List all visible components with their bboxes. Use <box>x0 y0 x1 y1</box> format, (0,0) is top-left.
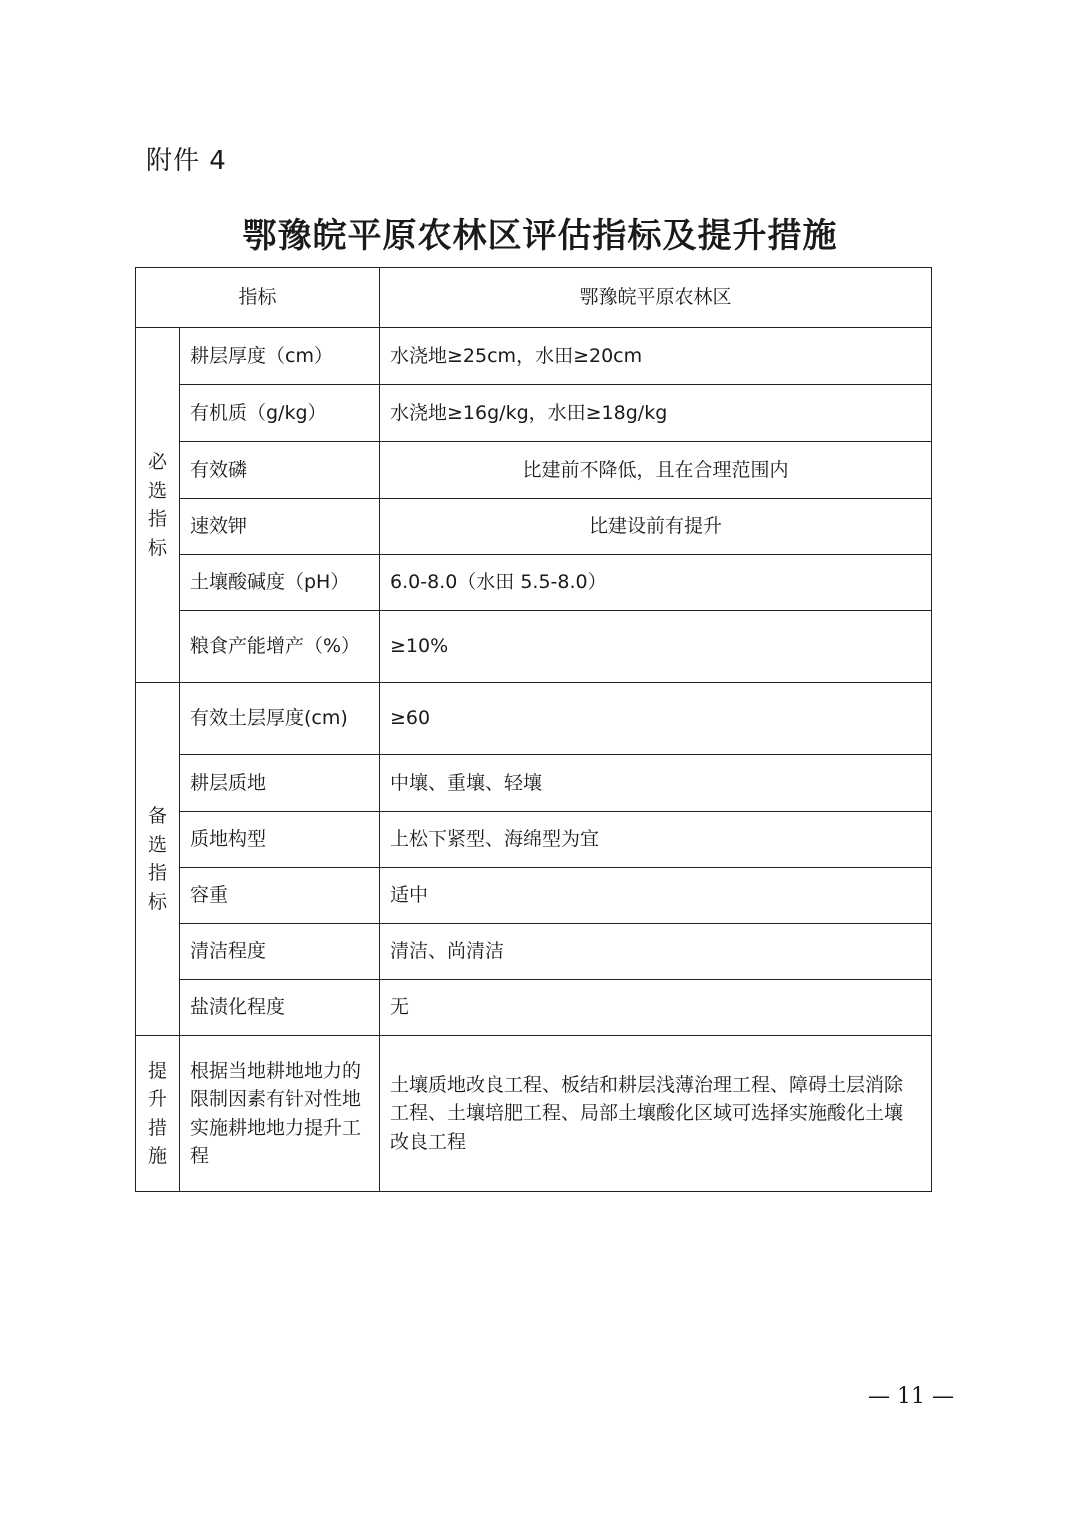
indicator-name: 有效土层厚度(cm) <box>180 683 380 755</box>
document-title: 鄂豫皖平原农林区评估指标及提升措施 <box>242 216 838 256</box>
measures-value: 土壤质地改良工程、板结和耕层浅薄治理工程、障碍土层消除工程、土壤培肥工程、局部土壤酸化区域可选择实施酸化土壤改良工程 <box>380 1036 932 1192</box>
indicator-value: 上松下紧型、海绵型为宜 <box>380 812 932 868</box>
category-measures-label: 提升措施 <box>147 1059 167 1167</box>
indicator-value: ≥60 <box>380 683 932 755</box>
table-row <box>136 1036 932 1192</box>
table-header-row <box>136 268 932 328</box>
table-row <box>136 499 932 555</box>
indicator-value: 水浇地≥25cm，水田≥20cm <box>380 328 932 385</box>
header-region: 鄂豫皖平原农林区 <box>380 268 932 328</box>
attachment-label: 附件 4 <box>146 146 227 176</box>
indicator-name: 清洁程度 <box>180 924 380 980</box>
indicator-name: 质地构型 <box>180 812 380 868</box>
indicator-value: 清洁、尚清洁 <box>380 924 932 980</box>
table-row <box>136 385 932 442</box>
indicator-value: 比建设前有提升 <box>380 499 932 555</box>
category-required-label: 必选指标 <box>147 451 167 559</box>
indicator-name: 盐渍化程度 <box>180 980 380 1036</box>
table-row <box>136 868 932 924</box>
table-row <box>136 683 932 755</box>
indicator-name: 土壤酸碱度（pH） <box>180 555 380 611</box>
indicator-name: 有机质（g/kg） <box>180 385 380 442</box>
table-row <box>136 555 932 611</box>
category-optional <box>136 683 180 1036</box>
indicator-name: 耕层质地 <box>180 755 380 812</box>
indicator-name: 容重 <box>180 868 380 924</box>
indicator-value: 水浇地≥16g/kg，水田≥18g/kg <box>380 385 932 442</box>
indicator-name: 速效钾 <box>180 499 380 555</box>
table-row <box>136 611 932 683</box>
table-row <box>136 755 932 812</box>
indicator-table <box>135 267 932 1192</box>
table-row <box>136 924 932 980</box>
table-row <box>136 328 932 385</box>
measures-description: 根据当地耕地地力的限制因素有针对性地实施耕地地力提升工程 <box>180 1036 380 1192</box>
table-row <box>136 442 932 499</box>
indicator-value: 比建前不降低，且在合理范围内 <box>380 442 932 499</box>
indicator-name: 粮食产能增产（%） <box>180 611 380 683</box>
page-number: — 11 — <box>868 1384 954 1409</box>
indicator-value: 适中 <box>380 868 932 924</box>
indicator-value: 6.0-8.0（水田 5.5-8.0） <box>380 555 932 611</box>
category-measures <box>136 1036 180 1192</box>
category-required <box>136 328 180 683</box>
header-indicator: 指标 <box>136 268 380 328</box>
indicator-value: 中壤、重壤、轻壤 <box>380 755 932 812</box>
indicator-value: ≥10% <box>380 611 932 683</box>
indicator-name: 耕层厚度（cm） <box>180 328 380 385</box>
table-row <box>136 812 932 868</box>
category-optional-label: 备选指标 <box>147 805 167 913</box>
indicator-value: 无 <box>380 980 932 1036</box>
indicator-name: 有效磷 <box>180 442 380 499</box>
table-row <box>136 980 932 1036</box>
